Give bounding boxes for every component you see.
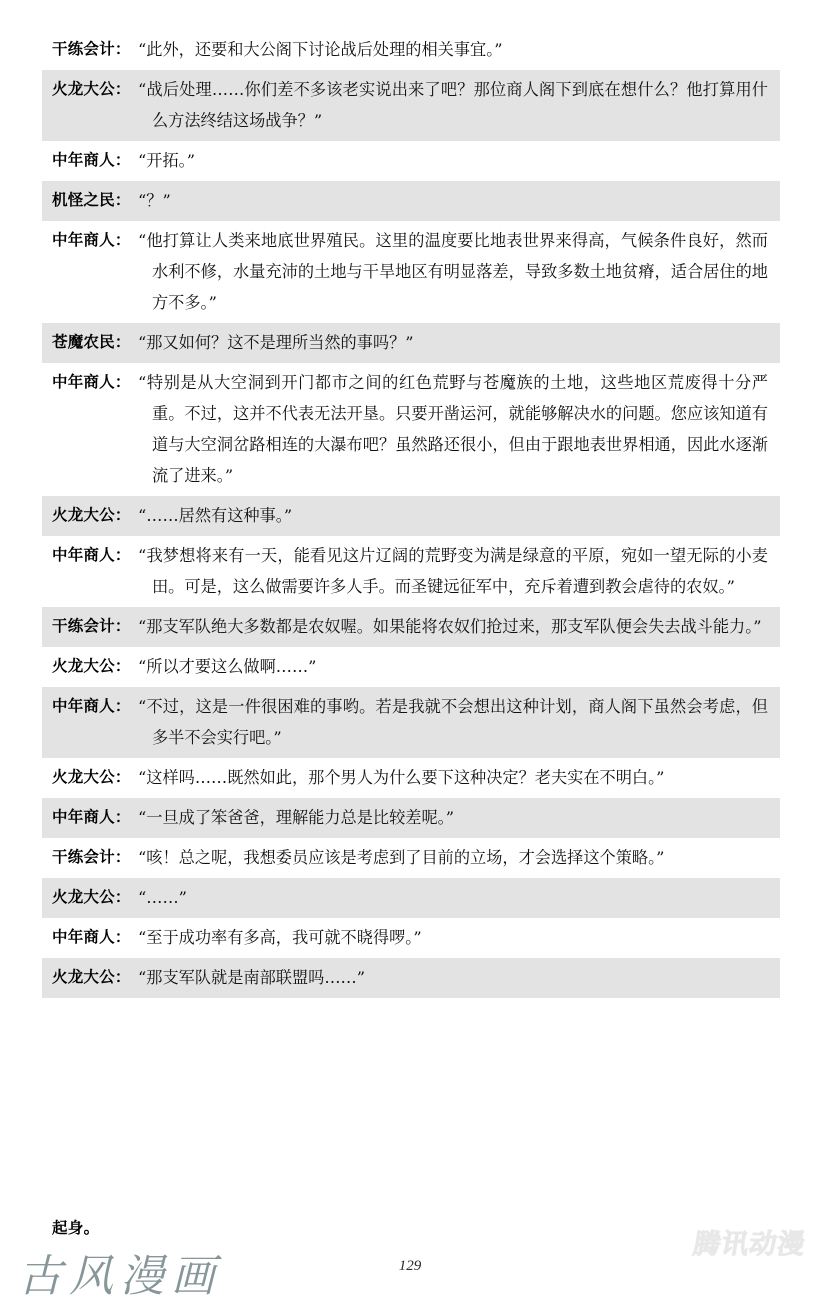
speaker-name: 火龙大公：: [52, 657, 131, 675]
dialogue-text: [138, 34, 780, 65]
dialogue-line: “我梦想将来有一天，能看见这片辽阔的荒野变为满是绿意的平原，宛如一望无际的小麦田。可是，这么做需要许多人手。而圣键远征军中，充斥着遭到教会虐待的农奴。”: [138, 546, 768, 596]
dialogue-line: “咳！总之呢，我想委员应该是考虑到了目前的立场，才会选择这个策略。”: [138, 848, 665, 867]
dialogue-text: [138, 540, 780, 602]
speaker-colon: ：: [114, 40, 131, 58]
dialogue-line: “那又如何？这不是理所当然的事吗？”: [138, 333, 414, 352]
speaker-colon: ：: [114, 808, 131, 826]
tencent-watermark: 腾讯动漫: [691, 1229, 808, 1260]
speaker-name: 火龙大公：: [52, 506, 131, 524]
dialogue-line: “？”: [138, 191, 171, 210]
dialogue-line: “……居然有这种事。”: [138, 506, 293, 525]
speaker-name: 火龙大公：: [52, 80, 131, 98]
speaker-colon: ：: [114, 231, 131, 249]
dialogue-text: [138, 922, 780, 953]
dialogue-row: [42, 798, 780, 838]
dialogue-text: [138, 367, 780, 491]
dialogue-text: [138, 74, 780, 136]
dialogue-row: [42, 687, 780, 758]
speaker-name: 干练会计：: [52, 848, 131, 866]
dialogue-row: [42, 30, 780, 70]
dialogue-line: “开拓。”: [138, 151, 196, 170]
dialogue-line: “所以才要这么做啊……”: [138, 657, 317, 676]
dialogue-line: “那支军队绝大多数都是农奴喔。如果能将农奴们抢过来，那支军队便会失去战斗能力。”: [138, 617, 762, 636]
speaker-colon: ：: [114, 373, 131, 391]
brand-watermark: 古风漫画: [18, 1251, 222, 1302]
speaker-name: 中年商人：: [52, 546, 131, 564]
speaker-colon: ：: [114, 151, 131, 169]
dialogue-line: “不过，这是一件很困难的事哟。若是我就不会想出这种计划，商人阁下虽然会考虑，但多半不会实行吧。”: [138, 697, 768, 747]
speaker-colon: ：: [114, 506, 131, 524]
dialogue-text: [138, 500, 780, 531]
speaker-name: 中年商人：: [52, 928, 131, 946]
dialogue-row: [42, 958, 780, 998]
speaker-colon: ：: [114, 546, 131, 564]
speaker-name: 中年商人：: [52, 373, 131, 391]
speaker-colon: ：: [114, 657, 131, 675]
speaker-colon: ：: [114, 80, 131, 98]
dialogue-text: [138, 185, 780, 216]
dialogue-row: [42, 496, 780, 536]
dialogue-text: [138, 327, 780, 358]
dialogue-line: “……”: [138, 888, 187, 907]
speaker-colon: ：: [114, 848, 131, 866]
dialogue-text: [138, 225, 780, 318]
speaker-name: 中年商人：: [52, 231, 131, 249]
dialogue-row: [42, 221, 780, 323]
dialogue-row: [42, 536, 780, 607]
dialogue-row: [42, 838, 780, 878]
dialogue-row: [42, 181, 780, 221]
stage-direction: [52, 1216, 99, 1238]
dialogue-text: [138, 802, 780, 833]
speaker-name: 机怪之民：: [52, 191, 131, 209]
dialogue-line: “那支军队就是南部联盟吗……”: [138, 968, 365, 987]
dialogue-row: [42, 647, 780, 687]
stage-direction-text: 起身。: [52, 1219, 100, 1237]
speaker-colon: ：: [114, 888, 131, 906]
dialogue-text: [138, 691, 780, 753]
speaker-colon: ：: [114, 768, 131, 786]
speaker-name: 火龙大公：: [52, 968, 131, 986]
speaker-colon: ：: [114, 697, 131, 715]
dialogue-line: “战后处理……你们差不多该老实说出来了吧？那位商人阁下到底在想什么？他打算用什么方法终结这场战争？”: [138, 80, 768, 130]
speaker-colon: ：: [114, 928, 131, 946]
speaker-name: 中年商人：: [52, 697, 131, 715]
dialogue-row: [42, 918, 780, 958]
dialogue-text: [138, 762, 780, 793]
dialogue-text: [138, 962, 780, 993]
dialogue-line: “他打算让人类来地底世界殖民。这里的温度要比地表世界来得高，气候条件良好，然而水利不修，水量充沛的土地与干旱地区有明显落差，导致多数土地贫瘠，适合居住的地方不多。”: [138, 231, 768, 312]
dialogue-row: [42, 878, 780, 918]
dialogue-line: “这样吗……既然如此，那个男人为什么要下这种决定？老夫实在不明白。”: [138, 768, 665, 787]
dialogue-row: [42, 323, 780, 363]
page-number: 129: [398, 1258, 422, 1274]
dialogue-line: “此外，还要和大公阁下讨论战后处理的相关事宜。”: [138, 40, 503, 59]
dialogue-row: [42, 141, 780, 181]
page-footer: [0, 1229, 820, 1302]
speaker-colon: ：: [114, 968, 131, 986]
speaker-colon: ：: [114, 333, 131, 351]
dialogue-row: [42, 607, 780, 647]
speaker-name: 火龙大公：: [52, 768, 131, 786]
dialogue-line: “特别是从大空洞到开门都市之间的红色荒野与苍魔族的土地，这些地区荒废得十分严重。不过，这并不代表无法开垦。只要开凿运河，就能够解决水的问题。您应该知道有道与大空洞岔路相连的大瀑布吧？虽然路还很小，但由于跟地表世界相通，因此水逐渐流了进来。”: [138, 373, 768, 485]
dialogue-row: [42, 70, 780, 141]
speaker-name: 干练会计：: [52, 617, 131, 635]
dialogue-text: [138, 842, 780, 873]
speaker-colon: ：: [114, 191, 131, 209]
dialogue-text: [138, 651, 780, 682]
dialogue-row: [42, 758, 780, 798]
dialogue-text: [138, 882, 780, 913]
speaker-colon: ：: [114, 617, 131, 635]
dialogue-row: [42, 363, 780, 496]
speaker-name: 干练会计：: [52, 40, 131, 58]
speaker-name: 火龙大公：: [52, 888, 131, 906]
dialogue-text: [138, 145, 780, 176]
dialogue-script-table: [42, 30, 780, 998]
dialogue-line: “至于成功率有多高，我可就不晓得啰。”: [138, 928, 422, 947]
dialogue-line: “一旦成了笨爸爸，理解能力总是比较差呢。”: [138, 808, 455, 827]
speaker-name: 苍魔农民：: [52, 333, 131, 351]
speaker-name: 中年商人：: [52, 151, 131, 169]
dialogue-text: [138, 611, 780, 642]
speaker-name: 中年商人：: [52, 808, 131, 826]
